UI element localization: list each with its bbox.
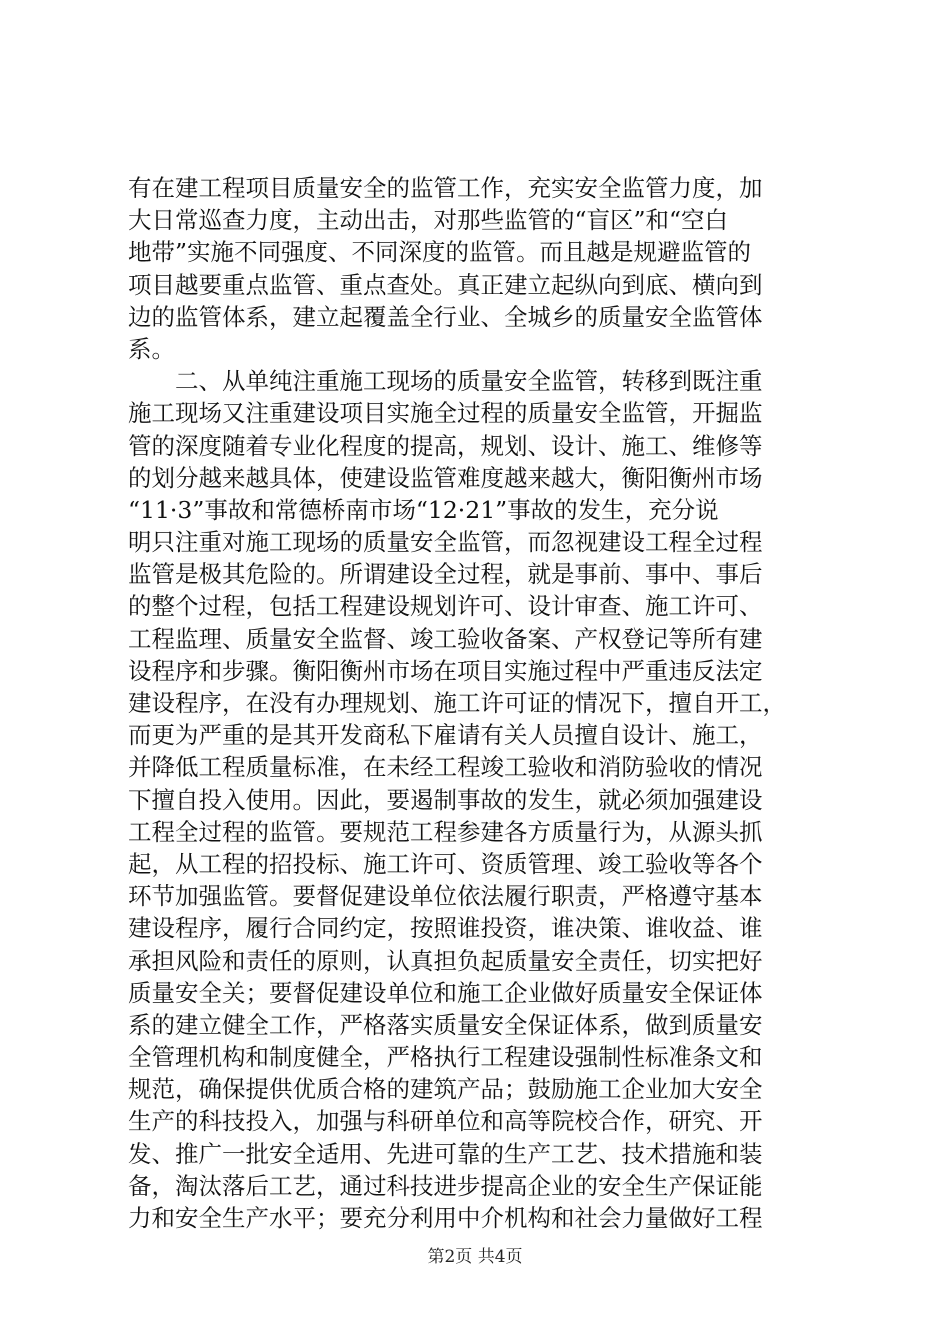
- text-line: 施工现场又注重建设项目实施全过程的质量安全监管，开掘监: [128, 399, 763, 428]
- text-line: 起，从工程的招投标、施工许可、资质管理、竣工验收等各个: [128, 849, 763, 878]
- text-line: 系的建立健全工作，严格落实质量安全保证体系，做到质量安: [128, 1010, 763, 1039]
- text-line: 承担风险和责任的原则，认真担负起质量安全责任，切实把好: [128, 946, 763, 975]
- text-line: 有在建工程项目质量安全的监管工作，充实安全监管力度，加: [128, 174, 763, 202]
- text-line: 质量安全关；要督促建设单位和施工企业做好质量安全保证体: [128, 978, 763, 1007]
- text-line: 环节加强监管。要督促建设单位依法履行职责，严格遵守基本: [128, 882, 763, 911]
- text-line: 力和安全生产水平；要充分利用中介机构和社会力量做好工程: [128, 1204, 763, 1232]
- text-line: 下擅自投入使用。因此，要遏制事故的发生，就必须加强建设: [128, 785, 763, 814]
- text-line: 工程全过程的监管。要规范工程参建各方质量行为，从源头抓: [128, 817, 763, 846]
- text-line: 项目越要重点监管、重点查处。真正建立起纵向到底、横向到: [128, 270, 763, 299]
- text-line: 而更为严重的是其开发商私下雇请有关人员擅自设计、施工，: [128, 721, 763, 750]
- text-line: 设程序和步骤。衡阳衡州市场在项目实施过程中严重违反法定: [128, 656, 763, 685]
- text-line: “11·3”事故和常德桥南市场“12·21”事故的发生，充分说: [128, 495, 719, 524]
- page-number-footer: 第2页 共4页: [427, 1247, 523, 1267]
- text-line: 的划分越来越具体，使建设监管难度越来越大，衡阳衡州市场: [128, 463, 763, 492]
- text-line: 边的监管体系，建立起覆盖全行业、全城乡的质量安全监管体: [128, 302, 763, 331]
- text-line: 建设程序，履行合同约定，按照谁投资，谁决策、谁收益、谁: [128, 914, 763, 943]
- text-line: 发、推广一批安全适用、先进可靠的生产工艺、技术措施和装: [128, 1139, 763, 1168]
- text-line: 二、从单纯注重施工现场的质量安全监管，转移到既注重: [128, 367, 763, 396]
- text-line: 规范，确保提供优质合格的建筑产品；鼓励施工企业加大安全: [128, 1075, 763, 1104]
- text-line: 地带”实施不同强度、不同深度的监管。而且越是规避监管的: [128, 238, 752, 267]
- text-line: 的整个过程，包括工程建设规划许可、设计审查、施工许可、: [128, 592, 763, 621]
- text-line: 管的深度随着专业化程度的提高，规划、设计、施工、维修等: [128, 431, 763, 460]
- text-line: 并降低工程质量标准，在未经工程竣工验收和消防验收的情况: [128, 753, 763, 782]
- text-line: 生产的科技投入，加强与科研单位和高等院校合作，研究、开: [128, 1107, 763, 1136]
- text-line: 明只注重对施工现场的质量安全监管，而忽视建设工程全过程: [128, 528, 763, 557]
- text-line: 大日常巡查力度，主动出击，对那些监管的“盲区”和“空白: [128, 206, 729, 235]
- text-line: 监管是极其危险的。所谓建设全过程，就是事前、事中、事后: [128, 560, 763, 589]
- text-line: 建设程序，在没有办理规划、施工许可证的情况下，擅自开工，: [128, 689, 786, 717]
- text-line: 备，淘汰落后工艺，通过科技进步提高企业的安全生产保证能: [128, 1171, 763, 1200]
- body-text: [128, 172, 838, 1234]
- text-line: 工程监理、质量安全监督、竣工验收备案、产权登记等所有建: [128, 624, 763, 653]
- text-line: 系。: [128, 334, 175, 363]
- text-line: 全管理机构和制度健全，严格执行工程建设强制性标准条文和: [128, 1043, 763, 1072]
